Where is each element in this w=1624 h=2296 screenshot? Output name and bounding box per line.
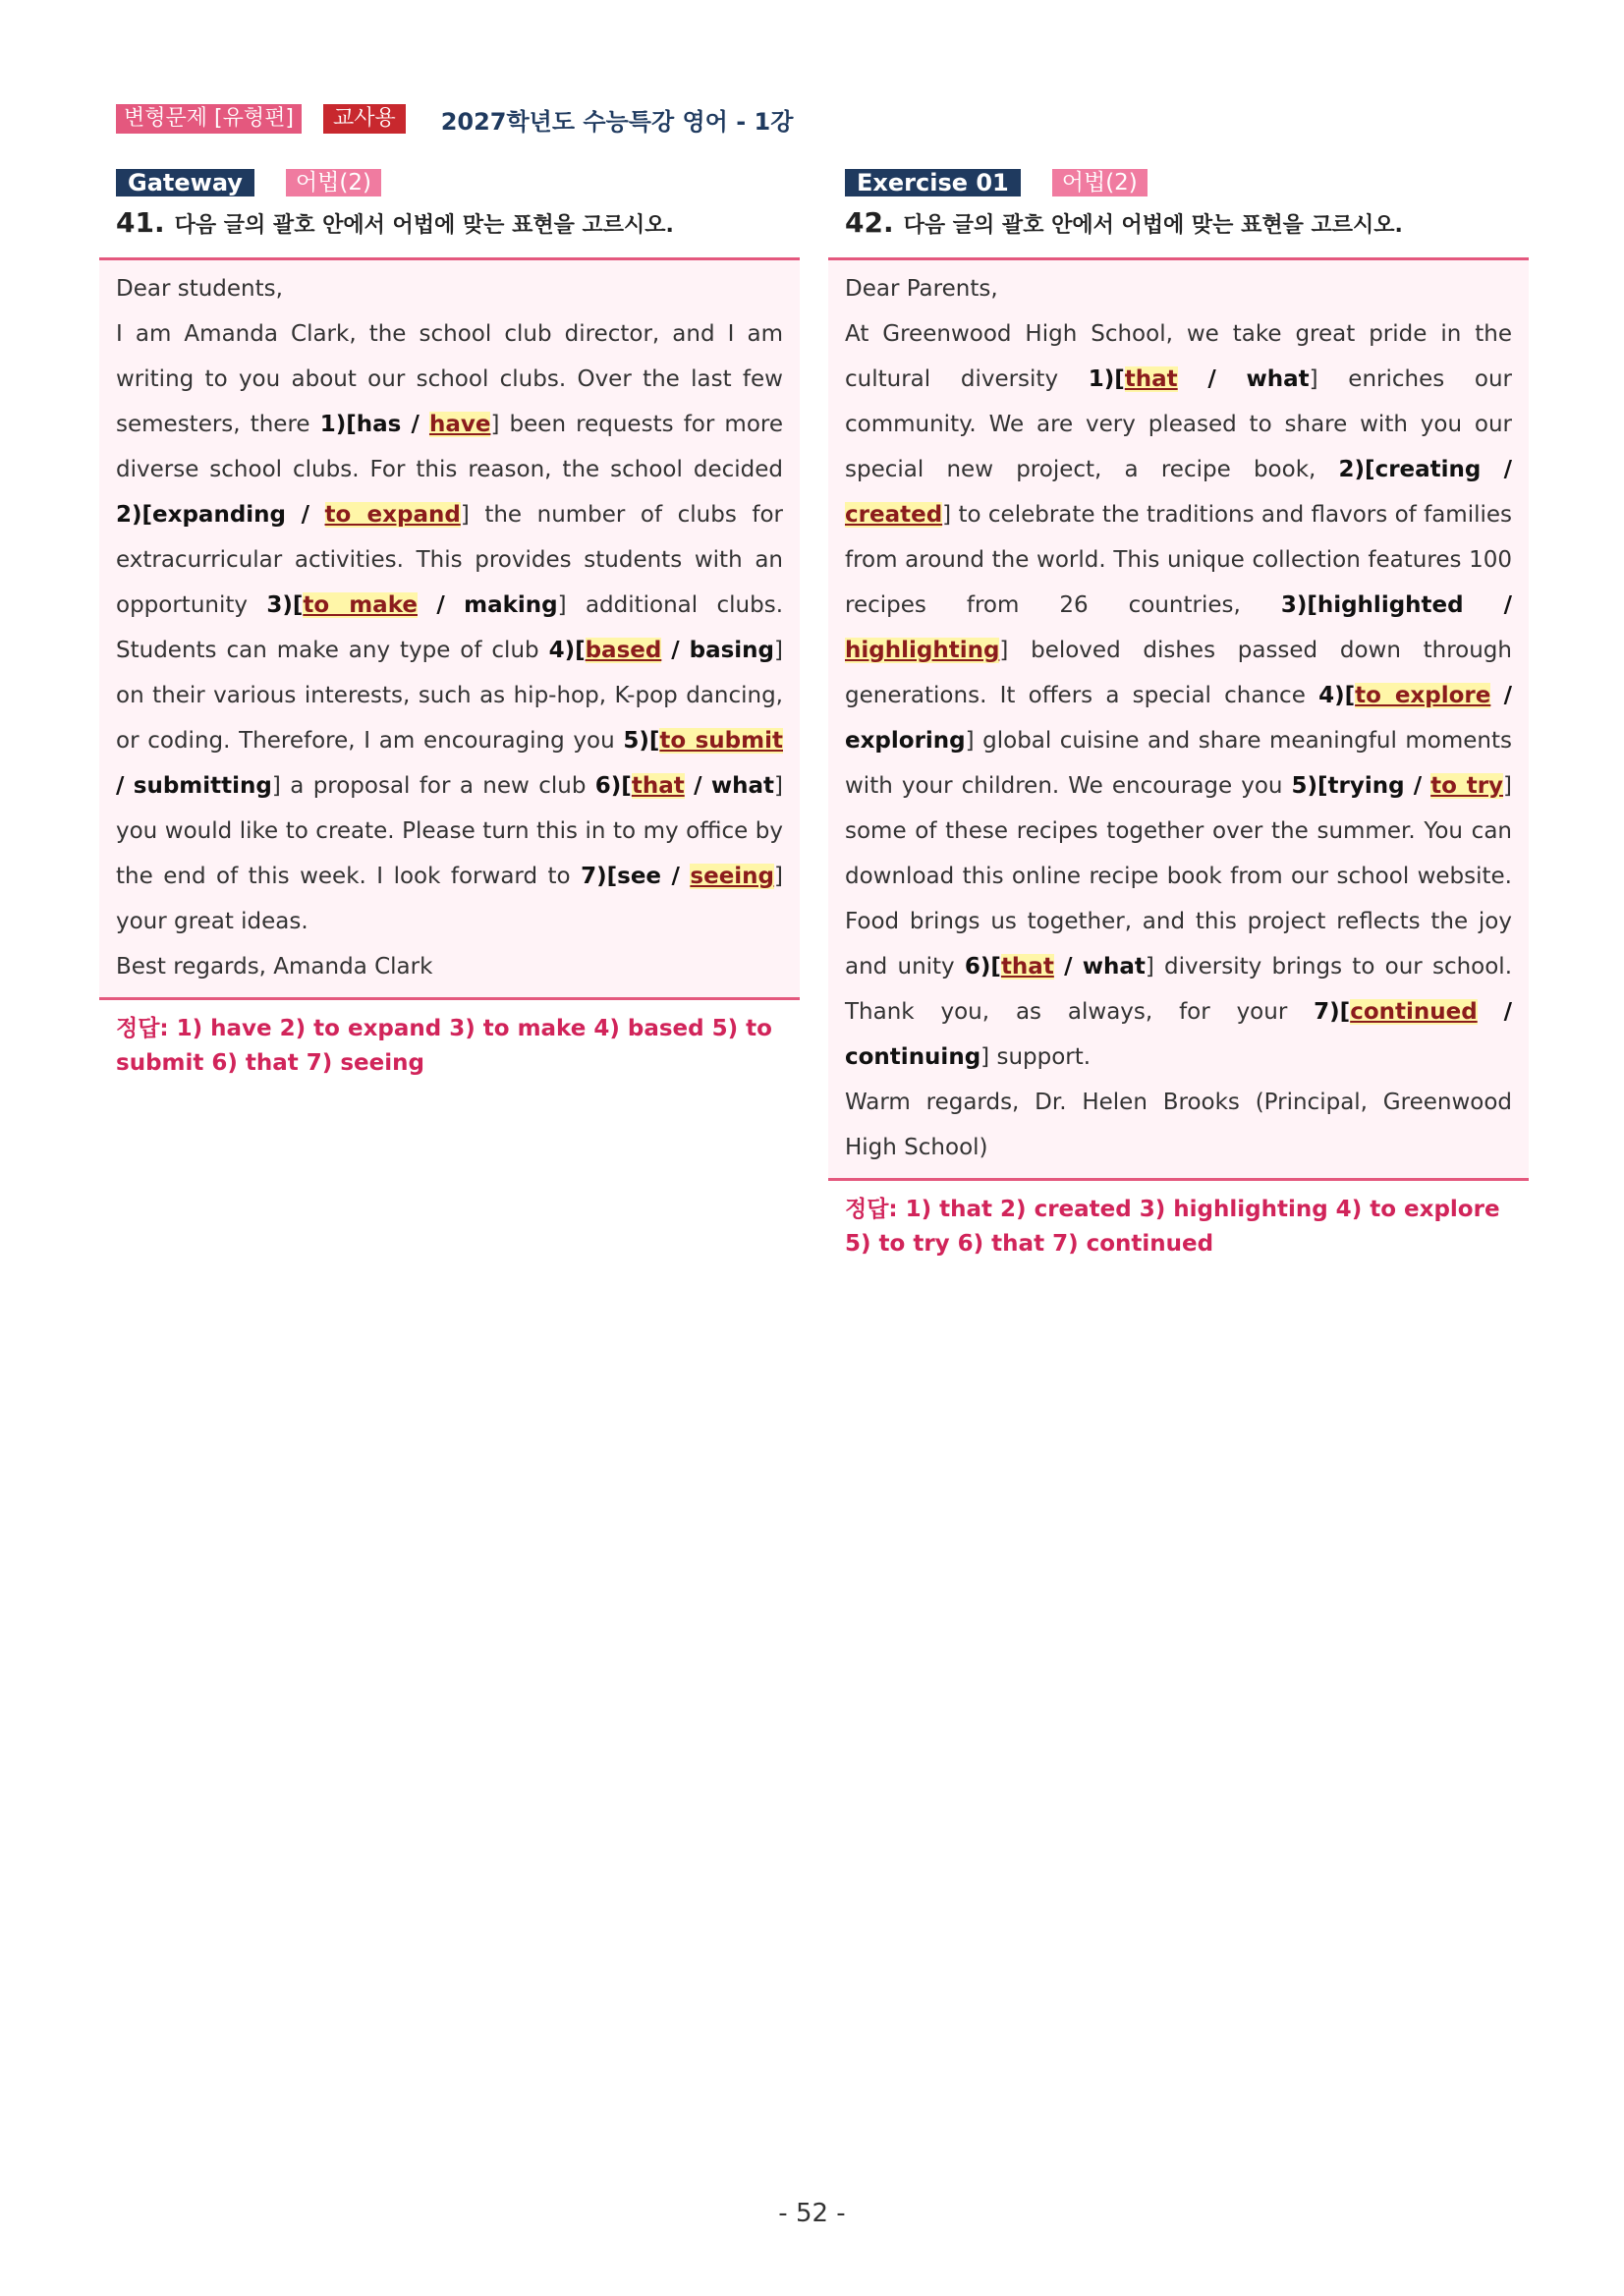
passage-closing: Warm regards, Dr. Helen Brooks (Principal, Greenwood High School) (845, 1090, 1512, 1160)
category-badge: 어법(2) (1052, 169, 1148, 196)
answer-key: 정답: 1) have 2) to expand 3) to make 4) based 5) to submit 6) that 7) seeing (116, 1016, 772, 1076)
right-column (828, 169, 1529, 1261)
page-title: 2027학년도 수능특강 영어 - 1강 (440, 107, 794, 136)
passage-box (99, 257, 800, 1000)
type-tag: 변형문제 [유형편] (116, 104, 302, 134)
question-text: 다음 글의 괄호 안에서 어법에 맞는 표현을 고르시오. (903, 213, 1403, 238)
passage-body: I am Amanda Clark, the school club director, and I am writing to you about our school clubs. Over the last few semesters, there 1)[has / have] been requests for more diverse school clubs. For this reason, the school decided 2)[expanding / to expand] the number of clubs for extracurricular activities. This provides students with an opportunity 3)[to make / making] additional clubs. Students can make any type of club 4)[based / basing] on their various interests, such as hip-hop, K-pop dancing, or coding. Therefore, I am encouraging you 5)[to submit / submitting] a proposal for a new club 6)[that / what] you would like to create. Please turn this in to my office by the end of this week. I look forward to 7)[see / seeing] your great ideas. (116, 321, 784, 934)
gateway-badge: Gateway (116, 169, 254, 196)
left-badges (116, 169, 800, 196)
category-badge: 어법(2) (286, 169, 381, 196)
left-column (99, 169, 800, 1081)
exercise-badge: Exercise 01 (845, 169, 1021, 196)
question-number: 42. (845, 206, 894, 239)
question-text: 다음 글의 괄호 안에서 어법에 맞는 표현을 고르시오. (174, 213, 674, 238)
answer-key: 정답: 1) that 2) created 3) highlighting 4) to explore 5) to try 6) that 7) continued (845, 1197, 1500, 1257)
passage-salutation: Dear students, (116, 276, 283, 302)
teacher-tag: 교사용 (323, 104, 406, 134)
question-line (116, 204, 800, 242)
question-number: 41. (116, 206, 165, 239)
page-header (116, 104, 793, 134)
passage-box (828, 257, 1529, 1181)
passage-salutation: Dear Parents, (845, 276, 998, 302)
question-line (845, 204, 1529, 242)
passage-body: At Greenwood High School, we take great pride in the cultural diversity 1)[that / what] enriches our community. We are very pleased to share with you our special new project, a recipe book, 2)[creating / created] to celebrate the traditions and flavors of families from around the world. This unique collection features 100 recipes from 26 countries, 3)[highlighted / highlighting] beloved dishes passed down through generations. It offers a special chance 4)[to explore / exploring] global cuisine and share meaningful moments with your children. We encourage you 5)[trying / to try] some of these recipes together over the summer. You can download this online recipe book from our school website. Food brings us together, and this project reflects the joy and unity 6)[that / what] diversity brings to our school. Thank you, as always, for your 7)[continued / continuing] support. (845, 321, 1513, 1070)
right-badges (845, 169, 1529, 196)
passage-closing: Best regards, Amanda Clark (116, 954, 433, 980)
page-number: - 52 - (778, 2199, 846, 2228)
